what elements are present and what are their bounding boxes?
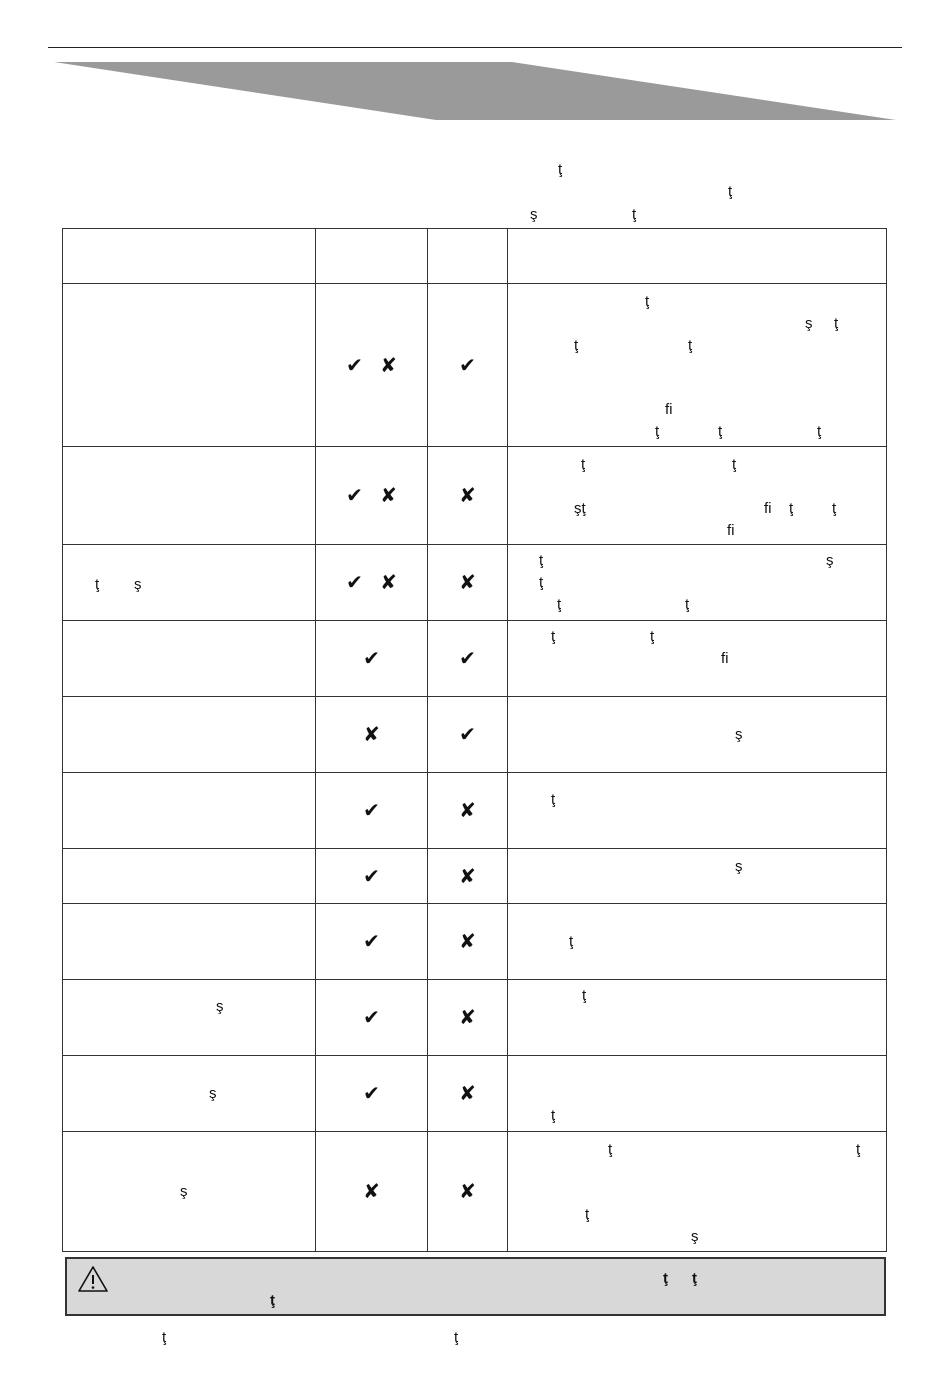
label-glyph: ş	[216, 998, 224, 1015]
row-label-cell	[63, 447, 316, 545]
mark-cell	[316, 904, 428, 980]
cross-icon: ✘	[459, 485, 476, 507]
comparison-table	[62, 228, 887, 1252]
description-cell	[508, 545, 887, 621]
cross-icon: ✘	[380, 485, 397, 507]
mark-cell	[428, 447, 508, 545]
mark-cell	[316, 621, 428, 697]
desc-glyph: ţ	[789, 500, 794, 517]
desc-glyph: ţ	[718, 423, 723, 440]
table-row	[63, 904, 887, 980]
intro-glyph: ţ	[728, 183, 733, 200]
cross-icon: ✘	[459, 800, 476, 822]
mark-cell	[428, 773, 508, 849]
label-glyph: ţ	[95, 576, 100, 593]
description-cell	[508, 447, 887, 545]
desc-glyph: ţ	[539, 552, 544, 569]
footer-glyph: ţ	[454, 1329, 459, 1346]
check-icon: ✔	[363, 648, 380, 670]
description-cell	[508, 621, 887, 697]
header-cell	[508, 229, 887, 284]
desc-glyph: ţ	[569, 933, 574, 950]
check-icon: ✔	[346, 485, 363, 507]
desc-glyph: ş	[735, 726, 743, 743]
intro-glyph: ţ	[558, 161, 563, 178]
description-cell	[508, 284, 887, 447]
check-icon: ✔	[459, 724, 476, 746]
desc-glyph: şţ	[574, 500, 586, 517]
check-icon: ✔	[363, 865, 380, 888]
check-icon: ✔	[459, 648, 476, 670]
warning-glyph: ţ	[270, 1292, 275, 1309]
desc-glyph: ﬁ	[665, 401, 673, 418]
desc-glyph: ţ	[585, 1206, 590, 1223]
desc-glyph: ţ	[551, 628, 556, 645]
table-row	[63, 621, 887, 697]
header-cell	[316, 229, 428, 284]
table-row	[63, 697, 887, 773]
cross-icon: ✘	[459, 1083, 476, 1105]
section-banner	[54, 60, 896, 122]
desc-glyph: ţ	[817, 423, 822, 440]
desc-glyph: ţ	[581, 456, 586, 473]
description-cell	[508, 697, 887, 773]
cross-icon: ✘	[363, 1181, 380, 1203]
cross-icon: ✘	[459, 572, 476, 594]
table-header-row	[63, 229, 887, 284]
mark-cell	[428, 1132, 508, 1252]
header-cell	[428, 229, 508, 284]
cross-icon: ✘	[380, 354, 397, 377]
intro-glyph: ş	[530, 206, 538, 223]
desc-glyph: ş	[826, 552, 834, 569]
desc-glyph: ţ	[732, 456, 737, 473]
cross-icon: ✘	[459, 865, 476, 888]
mark-cell	[428, 621, 508, 697]
description-cell	[508, 849, 887, 904]
mark-cell	[428, 284, 508, 447]
row-label-cell	[63, 621, 316, 697]
desc-glyph: ﬁ	[764, 500, 772, 517]
check-icon: ✔	[363, 1007, 380, 1029]
footer-glyph: ţ	[162, 1329, 167, 1346]
intro-glyph: ţ	[632, 206, 637, 223]
desc-glyph: ţ	[834, 315, 839, 332]
mark-cell	[316, 284, 428, 447]
label-glyph: ş	[134, 576, 142, 593]
table-row	[63, 545, 887, 621]
label-glyph: ş	[180, 1183, 188, 1200]
mark-cell	[428, 1056, 508, 1132]
footer-text	[62, 1328, 888, 1348]
top-rule	[48, 47, 902, 48]
desc-glyph: ş	[805, 315, 813, 332]
mark-cell	[428, 545, 508, 621]
mark-cell	[316, 697, 428, 773]
check-icon: ✔	[363, 800, 380, 822]
mark-cell	[428, 904, 508, 980]
mark-cell	[316, 1132, 428, 1252]
warning-triangle-icon	[77, 1265, 109, 1293]
desc-glyph: ţ	[685, 596, 690, 613]
desc-glyph: ţ	[582, 987, 587, 1004]
mark-cell	[316, 773, 428, 849]
cross-icon: ✘	[380, 572, 397, 594]
desc-glyph: ţ	[655, 423, 660, 440]
row-label-cell	[63, 980, 316, 1056]
table-row	[63, 773, 887, 849]
table-row	[63, 980, 887, 1056]
desc-glyph: ş	[691, 1228, 699, 1245]
warning-box	[65, 1257, 886, 1316]
desc-glyph: ţ	[574, 337, 579, 354]
table-row	[63, 447, 887, 545]
intro-paragraph	[62, 160, 888, 226]
row-label-cell	[63, 545, 316, 621]
row-label-cell	[63, 904, 316, 980]
label-glyph: ş	[209, 1085, 217, 1102]
desc-glyph: ţ	[557, 596, 562, 613]
desc-glyph: ş	[735, 858, 743, 875]
desc-glyph: ţ	[551, 791, 556, 808]
mark-cell	[316, 545, 428, 621]
description-cell	[508, 904, 887, 980]
desc-glyph: ţ	[832, 500, 837, 517]
row-label-cell	[63, 284, 316, 447]
warning-glyph: ţ	[663, 1270, 668, 1287]
check-icon: ✔	[459, 354, 476, 377]
desc-glyph: ţ	[608, 1141, 613, 1158]
mark-cell	[316, 447, 428, 545]
check-icon: ✔	[363, 1083, 380, 1105]
row-label-cell	[63, 1132, 316, 1252]
table-row	[63, 284, 887, 447]
table-row	[63, 1132, 887, 1252]
desc-glyph: ţ	[856, 1141, 861, 1158]
desc-glyph: ﬁ	[727, 522, 735, 539]
row-label-cell	[63, 697, 316, 773]
warning-glyph: ţ	[692, 1270, 697, 1287]
mark-cell	[316, 980, 428, 1056]
header-cell	[63, 229, 316, 284]
desc-glyph: ţ	[539, 574, 544, 591]
row-label-cell	[63, 849, 316, 904]
desc-glyph: ţ	[645, 293, 650, 310]
table-row	[63, 1056, 887, 1132]
check-icon: ✔	[363, 931, 380, 953]
desc-glyph: ţ	[650, 628, 655, 645]
mark-cell	[316, 1056, 428, 1132]
desc-glyph: ﬁ	[721, 650, 729, 667]
mark-cell	[428, 697, 508, 773]
mark-cell	[316, 849, 428, 904]
desc-glyph: ţ	[551, 1107, 556, 1124]
check-icon: ✔	[346, 572, 363, 594]
description-cell	[508, 773, 887, 849]
cross-icon: ✘	[459, 931, 476, 953]
cross-icon: ✘	[459, 1181, 476, 1203]
row-label-cell	[63, 1056, 316, 1132]
description-cell	[508, 1132, 887, 1252]
mark-cell	[428, 849, 508, 904]
table-row	[63, 849, 887, 904]
description-cell	[508, 980, 887, 1056]
check-icon: ✔	[346, 354, 363, 377]
row-label-cell	[63, 773, 316, 849]
cross-icon: ✘	[459, 1007, 476, 1029]
cross-icon: ✘	[363, 724, 380, 746]
desc-glyph: ţ	[688, 337, 693, 354]
description-cell	[508, 1056, 887, 1132]
mark-cell	[428, 980, 508, 1056]
